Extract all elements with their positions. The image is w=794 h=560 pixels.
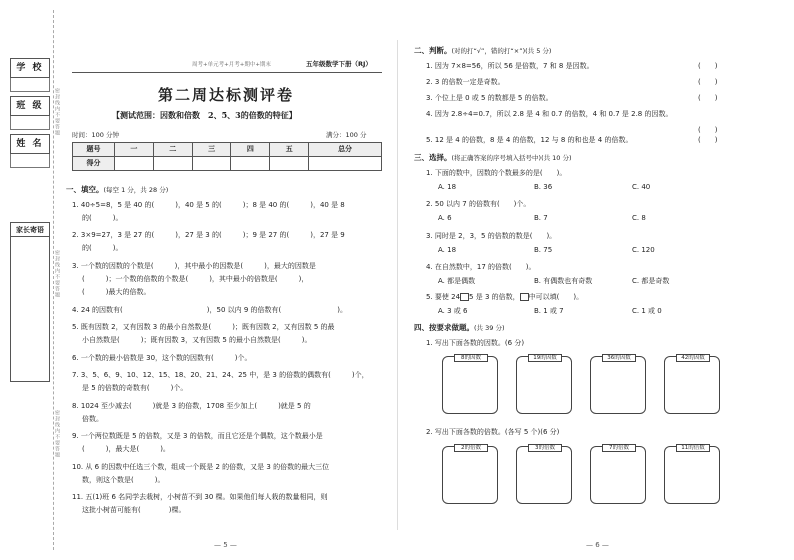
question-line: 的( )。 (82, 244, 123, 252)
score-header: 总分 (309, 143, 382, 157)
header-rule (72, 72, 382, 73)
question-line: ( )，最大是( )。 (82, 445, 170, 453)
time-label: 时间：100 分钟 (72, 131, 119, 139)
choice-question: 3. 同时是 2，3，5 的倍数的数是( )。 (426, 232, 557, 240)
section-3-heading: 三、选择。 (414, 153, 452, 162)
school-field[interactable] (10, 78, 50, 92)
section-4-title (414, 323, 504, 333)
choice-option[interactable]: B. 1 或 7 (534, 307, 564, 315)
section-2-title (414, 46, 551, 56)
name-label: 姓 名 (10, 134, 50, 154)
choice-option[interactable]: A. 都是偶数 (438, 277, 476, 285)
question-line: 9. 一个两位数既是 5 的倍数，又是 3 的倍数，而且它还是个偶数，这个数最小是 (72, 432, 323, 440)
parent-message-box[interactable] (10, 222, 50, 382)
page-number-left: — 5 — (214, 541, 237, 549)
answer-bracket[interactable]: ( ) (698, 136, 718, 144)
choice-option[interactable]: B. 7 (534, 214, 548, 222)
score-row-label: 得分 (73, 157, 115, 171)
card-tag: 19的因数 (528, 354, 562, 362)
choice-option[interactable]: A. 18 (438, 246, 457, 254)
cut-text: 密封线内不要答题 (54, 250, 60, 298)
parent-message-label: 家长寄语 (11, 223, 49, 237)
score-header: 题号 (73, 143, 115, 157)
page-title: 第二周达标测评卷 (158, 86, 295, 104)
score-header: 五 (270, 143, 309, 157)
question-line: 7. 3、5、6、9、10、12、15、18、20、21、24、25 中，是 3 的倍数的偶数有( )个， (72, 371, 369, 379)
choice-option[interactable]: C. 120 (632, 246, 655, 254)
judge-item: 2. 3 的倍数一定是奇数。 (426, 78, 505, 86)
answer-card[interactable] (442, 446, 498, 504)
card-tag: 3的倍数 (528, 444, 562, 452)
section-1-title (66, 185, 168, 195)
section-1-note: (每空 1 分，共 28 分) (103, 186, 169, 194)
card-tag: 42的因数 (676, 354, 710, 362)
question-line: 4. 24 的因数有( )，50 以内 9 的倍数有( )。 (72, 306, 347, 314)
score-header: 四 (231, 143, 270, 157)
score-table (72, 142, 382, 171)
grade-label: 五年级数学下册（RJ） (306, 60, 372, 68)
class-field[interactable] (10, 116, 50, 130)
score-header: 一 (115, 143, 154, 157)
question-line: 数，则这个数是( )。 (82, 476, 165, 484)
answer-card[interactable] (590, 356, 646, 414)
section-1-heading: 一、填空。 (66, 185, 104, 194)
question-text: 5. 要使 24 (426, 293, 461, 301)
score-cell[interactable] (115, 157, 154, 171)
score-cell[interactable] (192, 157, 231, 171)
factor-question: 1. 写出下面各数的因数。(6 分) (426, 339, 525, 347)
question-line: 小自然数是( )；既有因数 3，又有因数 5 的最小自然数是( )。 (82, 336, 312, 344)
choice-option[interactable]: B. 36 (534, 183, 553, 191)
choice-option[interactable]: C. 40 (632, 183, 651, 191)
answer-bracket[interactable]: ( ) (698, 62, 718, 70)
score-cell[interactable] (153, 157, 192, 171)
question-line: 6. 一个数的最小倍数是 30，这个数的因数有( )个。 (72, 354, 252, 362)
choice-option[interactable]: A. 3 或 6 (438, 307, 468, 315)
blank-box[interactable] (520, 293, 529, 301)
question-line: 11. 五(1)班 6 名同学去栽树，小树苗不到 30 棵。如果他们每人栽的数量相同，则 (72, 493, 328, 501)
card-tag: 7的倍数 (602, 444, 636, 452)
answer-card[interactable] (590, 446, 646, 504)
card-tag: 36的因数 (602, 354, 636, 362)
class-label: 班 级 (10, 96, 50, 116)
question-text: 中可以填( )。 (528, 293, 584, 301)
multiple-question: 2. 写出下面各数的倍数。(各写 5 个)(6 分) (426, 428, 560, 436)
choice-option[interactable]: B. 有偶数也有奇数 (534, 277, 593, 285)
choice-option[interactable]: A. 18 (438, 183, 457, 191)
question-line: 的( )。 (82, 214, 123, 222)
page-divider (397, 40, 398, 530)
section-3-title (414, 153, 572, 163)
question-line: 8. 1024 至少减去( )就是 3 的倍数，1708 至少加上( )就是 5 的 (72, 402, 311, 410)
choice-question (426, 293, 583, 301)
score-cell[interactable] (270, 157, 309, 171)
answer-card[interactable] (664, 446, 720, 504)
judge-item: 1. 因为 7×8=56，所以 56 是倍数，7 和 8 是因数。 (426, 62, 594, 70)
judge-item: 5. 12 是 4 的倍数，8 是 4 的倍数，12 与 8 的和也是 4 的倍数。 (426, 136, 633, 144)
section-3-note: (将正确答案的序号填入括号中)(共 10 分) (451, 154, 572, 162)
choice-option[interactable]: A. 6 (438, 214, 452, 222)
series-label: 周考+单元考+月考+期中+期末 (192, 62, 271, 68)
test-range: 【测试范围：因数和倍数 2、5、3的倍数的特征】 (112, 110, 297, 120)
choice-question: 4. 在自然数中，17 的倍数( )。 (426, 263, 536, 271)
school-label: 学 校 (10, 58, 50, 78)
card-tag: 8的因数 (454, 354, 488, 362)
card-tag: 2的倍数 (454, 444, 488, 452)
answer-card[interactable] (442, 356, 498, 414)
judge-item: 3. 个位上是 0 或 5 的数都是 5 的倍数。 (426, 94, 553, 102)
section-2-note: (对的打“√”，错的打“×”)(共 5 分) (451, 47, 552, 55)
choice-option[interactable]: C. 8 (632, 214, 646, 222)
question-line: 2. 3×9=27，3 是 27 的( )，27 是 3 的( )；9 是 27 的( )，27 是 9 (72, 231, 345, 239)
answer-bracket[interactable]: ( ) (698, 126, 718, 134)
question-line: 倍数。 (82, 415, 103, 423)
name-field[interactable] (10, 154, 50, 168)
score-header: 二 (153, 143, 192, 157)
answer-card[interactable] (516, 446, 572, 504)
question-line: 这批小树苗可能有( )棵。 (82, 506, 186, 514)
section-2-heading: 二、判断。 (414, 46, 452, 55)
answer-card[interactable] (664, 356, 720, 414)
cut-text: 密封线内不要答题 (54, 88, 60, 136)
blank-box[interactable] (460, 293, 469, 301)
choice-question: 1. 下面的数中，因数的个数最多的是( )。 (426, 169, 567, 177)
question-line: 5. 既有因数 2，又有因数 3 的最小自然数是( )；既有因数 2，又有因数 5 的最 (72, 323, 335, 331)
binding-strip (0, 0, 62, 560)
choice-option[interactable]: C. 都是奇数 (632, 277, 670, 285)
full-score-label: 满分：100 分 (326, 131, 367, 139)
question-line: 3. 一个数的因数的个数是( )，其中最小的因数是( )，最大的因数是 (72, 262, 316, 270)
question-line: 是 5 的倍数的奇数有( )个。 (82, 384, 188, 392)
judge-item: 4. 因为 2.8÷4=0.7，所以 2.8 是 4 和 0.7 的倍数，4 和 0.7 是 2.8 的因数。 (426, 110, 673, 118)
score-cell[interactable] (309, 157, 382, 171)
question-text: 5 是 3 的倍数， (469, 293, 520, 301)
question-line: ( )；一个数的倍数的个数是( )，其中最小的倍数是( )， (82, 275, 309, 283)
choice-option[interactable]: C. 1 或 0 (632, 307, 662, 315)
page-number-right: — 6 — (586, 541, 609, 549)
choice-question: 2. 50 以内 7 的倍数有( )个。 (426, 200, 531, 208)
answer-bracket[interactable]: ( ) (698, 78, 718, 86)
cut-text: 密封线内不要答题 (54, 410, 60, 458)
score-header: 三 (192, 143, 231, 157)
choice-option[interactable]: B. 75 (534, 246, 553, 254)
question-line: 10. 从 6 的因数中任选三个数，组成一个既是 2 的倍数，又是 3 的倍数的最大三位 (72, 463, 330, 471)
answer-card[interactable] (516, 356, 572, 414)
section-4-heading: 四、按要求做题。 (414, 323, 474, 332)
question-line: ( )最大的倍数。 (82, 288, 151, 296)
section-4-note: (共 39 分) (474, 324, 505, 332)
answer-bracket[interactable]: ( ) (698, 94, 718, 102)
question-line: 1. 40÷5=8，5 是 40 的( )，40 是 5 的( )；8 是 40 的( )，40 是 8 (72, 201, 345, 209)
card-tag: 11的倍数 (676, 444, 710, 452)
score-cell[interactable] (231, 157, 270, 171)
